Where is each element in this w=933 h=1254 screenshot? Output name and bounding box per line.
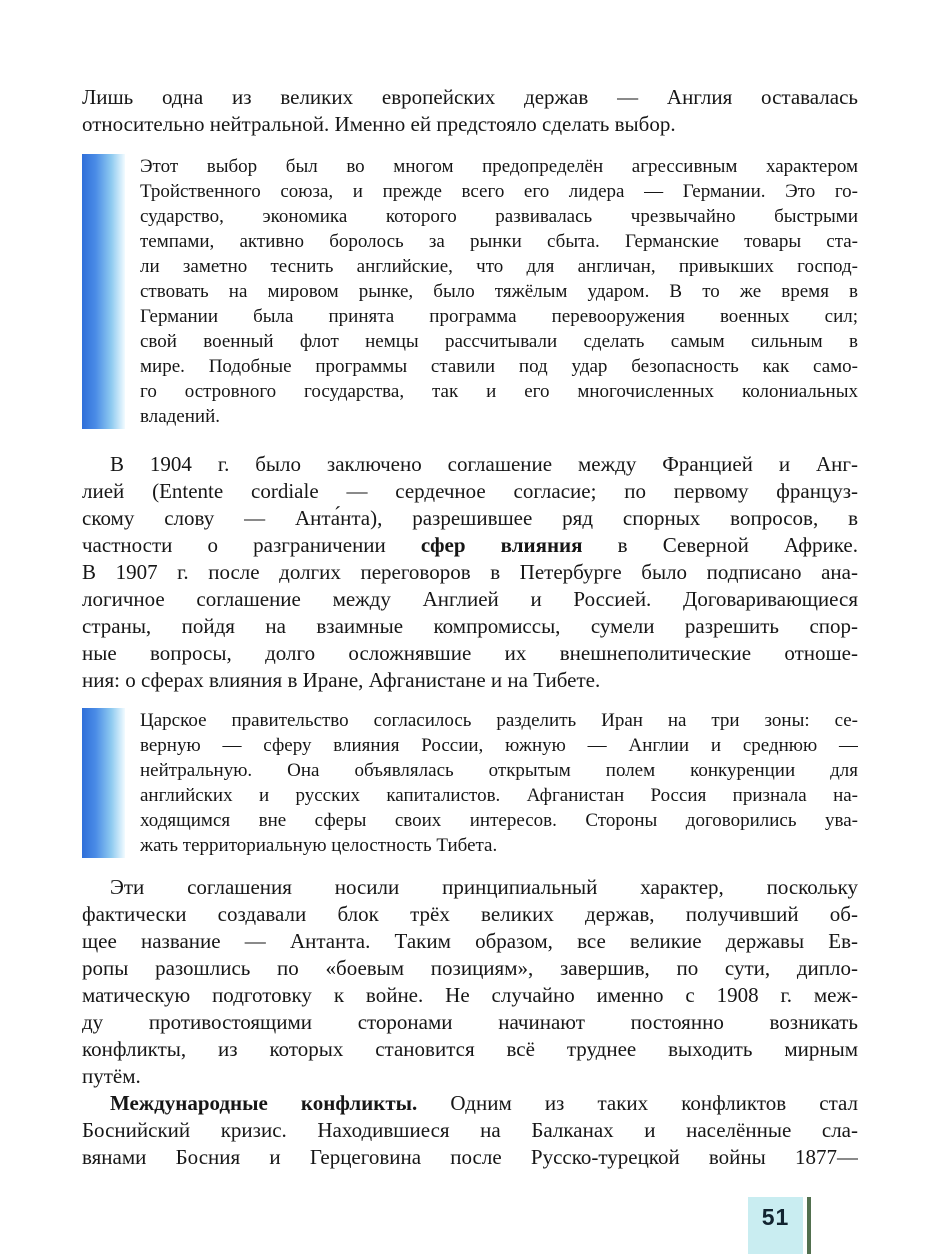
body-paragraph (82, 84, 858, 138)
paragraph-text (140, 708, 858, 858)
text-line: го островного государства, так и его многочисленных колониальных (140, 381, 858, 402)
text-line: ду противостоящими сторонами начинают постоянно возникать (82, 1010, 858, 1034)
paragraph-text (82, 874, 858, 1090)
text-line: Царское правительство согласилось разделить Иран на три зоны: се- (140, 710, 858, 731)
body-paragraph (82, 451, 858, 694)
text-line: щее название — Антанта. Таким образом, все великие державы Ев- (82, 929, 858, 953)
text-line: Этот выбор был во многом предопределён агрессивным характером (140, 156, 858, 177)
quote-marker-bar (82, 708, 125, 858)
text-line: нейтральную. Она объявлялась открытым полем конкуренции для (140, 760, 858, 781)
text-line: относительно нейтральной. Именно ей предстояло сделать выбор. (82, 112, 676, 136)
text-line: ния: о сферах влияния в Иране, Афганистане и на Тибете. (82, 668, 601, 692)
text-line: ные вопросы, долго осложнявшие их внешнеполитические отноше- (82, 641, 858, 665)
text-line: вянами Босния и Герцеговина после Русско-турецкой войны 1877— (82, 1145, 858, 1169)
text-line: логичное соглашение между Англией и Россией. Договаривающиеся (82, 587, 858, 611)
page-number: 51 (761, 1204, 790, 1230)
page-number-box (748, 1197, 812, 1254)
text-line: ходящимся вне сферы своих интересов. Стороны договорились ува- (140, 810, 858, 831)
text-line: жать территориальную целостность Тибета. (140, 835, 498, 856)
text-line: сударство, экономика которого развивалась чрезвычайно быстрыми (140, 206, 858, 227)
text-line: мире. Подобные программы ставили под удар безопасность как само- (140, 356, 858, 377)
text-line: верную — сферу влияния России, южную — Англии и среднюю — (140, 735, 858, 756)
text-line: В 1904 г. было заключено соглашение между Францией и Анг- (110, 452, 858, 476)
body-paragraph (82, 874, 858, 1090)
text-line: матическую подготовку к войне. Не случайно именно с 1908 г. меж- (82, 983, 858, 1007)
text-line: свой военный флот немцы рассчитывали сделать самым сильным в (140, 331, 858, 352)
text-line: скому слову — Анта́нта), разрешившее ряд спорных вопросов, в (82, 506, 858, 530)
text-line: Международные конфликты. Одним из таких конфликтов стал (110, 1091, 858, 1115)
text-line: частности о разграничении сфер влияния в Северной Африке. (82, 533, 858, 557)
paragraph-text (140, 154, 858, 429)
quote-block (82, 708, 858, 858)
text-line: страны, пойдя на взаимные компромиссы, сумели разрешить спор- (82, 614, 858, 638)
text-line: фактически создавали блок трёх великих держав, получивший об- (82, 902, 858, 926)
quote-block (82, 154, 858, 429)
text-line: темпами, активно боролось за рынки сбыта. Германские товары ста- (140, 231, 858, 252)
text-line: Боснийский кризис. Находившиеся на Балканах и населённые сла- (82, 1118, 858, 1142)
quote-marker-bar (82, 154, 125, 429)
text-line: Эти соглашения носили принципиальный характер, поскольку (110, 875, 858, 899)
text-line: английских и русских капиталистов. Афганистан Россия признала на- (140, 785, 858, 806)
body-paragraph (82, 1090, 858, 1171)
page-text (82, 84, 858, 1171)
text-line: лией (Entente cordiale — сердечное согласие; по первому француз- (82, 479, 858, 503)
paragraph-text (82, 451, 858, 694)
text-line: ствовать на мировом рынке, было тяжёлым ударом. В то же время в (140, 281, 858, 302)
text-line: ли заметно теснить английские, что для англичан, привыкших господ- (140, 256, 858, 277)
text-line: ропы разошлись по «боевым позициям», завершив, по сути, дипло- (82, 956, 858, 980)
page-edge-line (807, 1197, 811, 1254)
text-line: конфликты, из которых становится всё труднее выходить мирным (82, 1037, 858, 1061)
text-line: Лишь одна из великих европейских держав — Англия оставалась (82, 85, 858, 109)
text-line: В 1907 г. после долгих переговоров в Петербурге было подписано ана- (82, 560, 858, 584)
text-line: Тройственного союза, и прежде всего его лидера — Германии. Это го- (140, 181, 858, 202)
text-line: путём. (82, 1064, 141, 1088)
text-line: владений. (140, 406, 220, 427)
paragraph-text (82, 84, 858, 138)
text-line: Германии была принята программа перевооружения военных сил; (140, 306, 858, 327)
paragraph-text (82, 1090, 858, 1171)
